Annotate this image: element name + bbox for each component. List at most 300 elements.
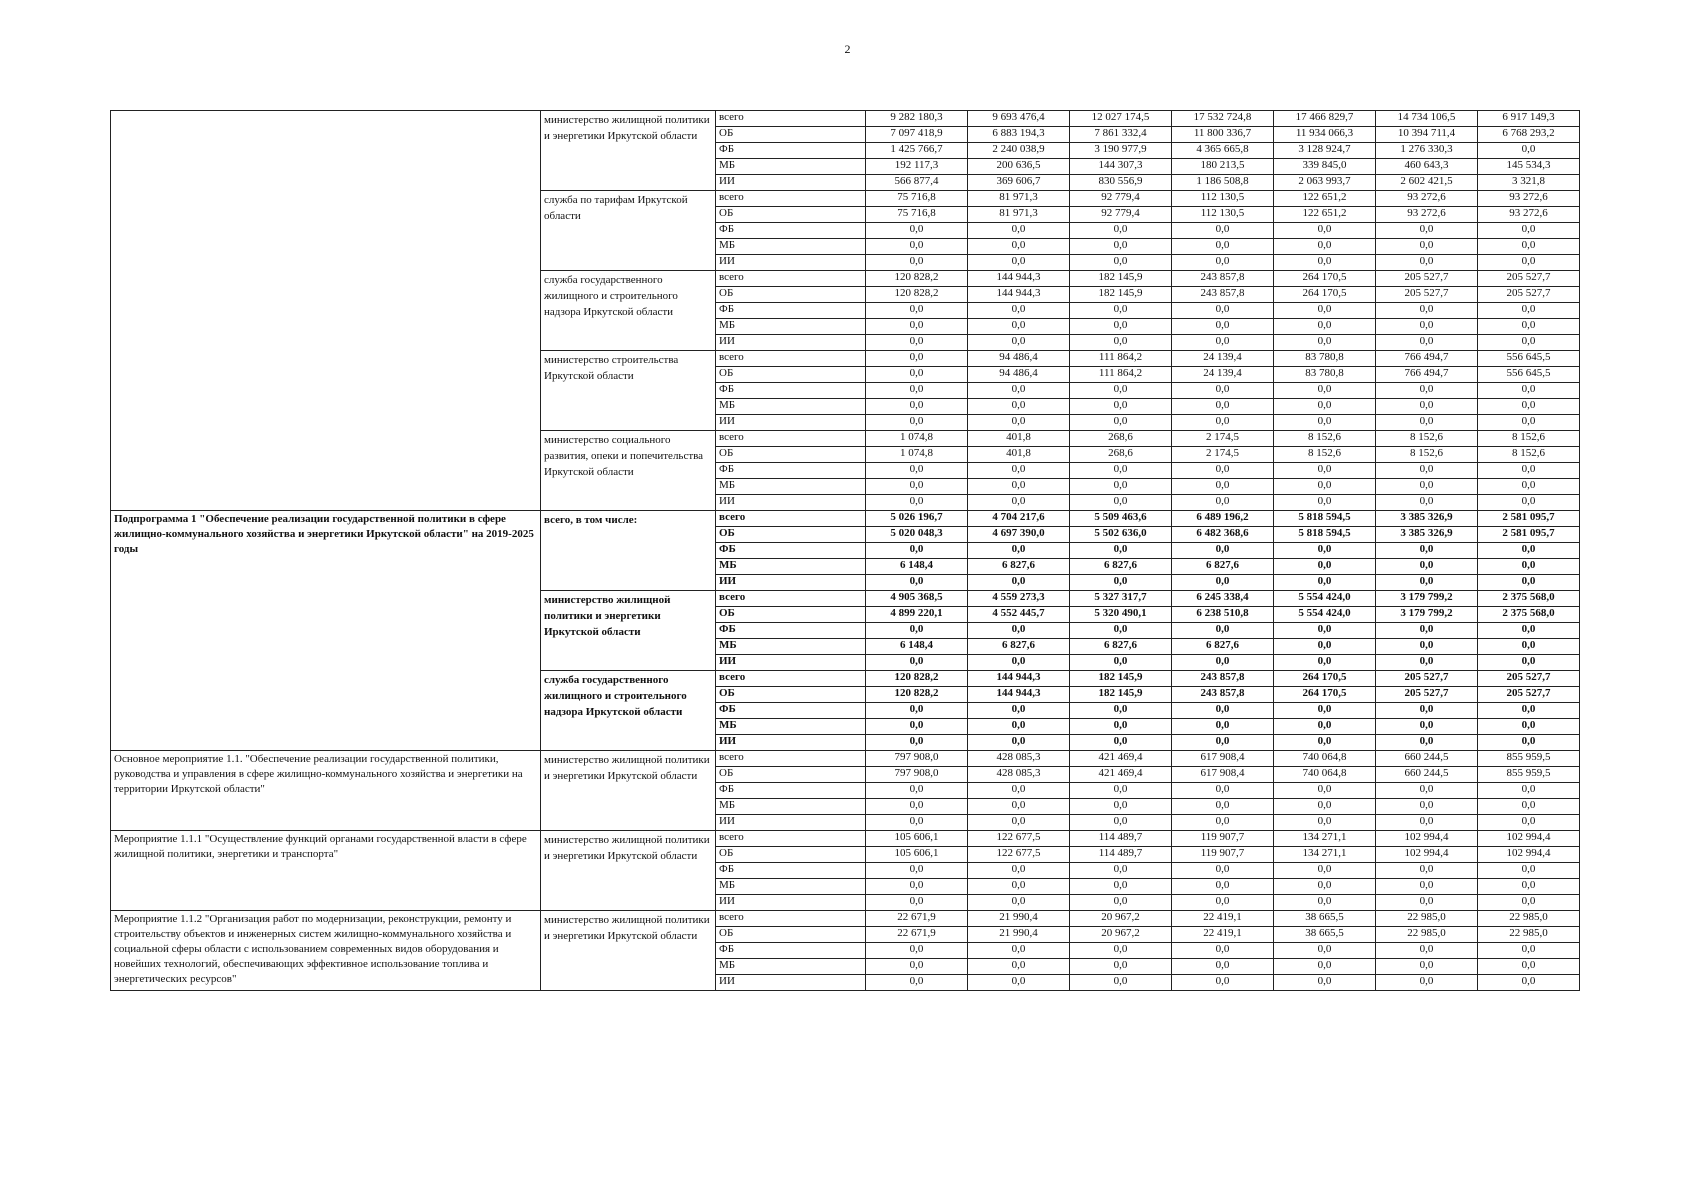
amount-cell: 617 908,4	[1172, 751, 1274, 767]
amount-cell: 0,0	[1172, 703, 1274, 719]
amount-cell: 120 828,2	[866, 671, 968, 687]
amount-cell: 2 063 993,7	[1274, 175, 1376, 191]
amount-cell: 0,0	[1172, 543, 1274, 559]
amount-cell: 8 152,6	[1478, 431, 1580, 447]
funding-source-cell: МБ	[716, 399, 866, 415]
funding-source-cell: всего	[716, 271, 866, 287]
amount-cell: 0,0	[1376, 799, 1478, 815]
amount-cell: 740 064,8	[1274, 751, 1376, 767]
amount-cell: 10 394 711,4	[1376, 127, 1478, 143]
funding-source-cell: ИИ	[716, 495, 866, 511]
amount-cell: 5 327 317,7	[1070, 591, 1172, 607]
amount-cell: 0,0	[1376, 719, 1478, 735]
amount-cell: 0,0	[968, 943, 1070, 959]
amount-cell: 0,0	[1274, 959, 1376, 975]
amount-cell: 0,0	[1478, 703, 1580, 719]
amount-cell: 205 527,7	[1376, 287, 1478, 303]
amount-cell: 0,0	[1478, 719, 1580, 735]
amount-cell: 119 907,7	[1172, 847, 1274, 863]
amount-cell: 0,0	[968, 719, 1070, 735]
executor-cell: министерство жилищной политики и энергетики Иркутской области	[541, 911, 716, 991]
amount-cell: 0,0	[1478, 415, 1580, 431]
amount-cell: 83 780,8	[1274, 351, 1376, 367]
amount-cell: 0,0	[1376, 623, 1478, 639]
amount-cell: 766 494,7	[1376, 367, 1478, 383]
amount-cell: 264 170,5	[1274, 287, 1376, 303]
amount-cell: 0,0	[1478, 783, 1580, 799]
amount-cell: 205 527,7	[1376, 671, 1478, 687]
amount-cell: 0,0	[968, 495, 1070, 511]
funding-source-cell: ОБ	[716, 367, 866, 383]
executor-cell: всего, в том числе:	[541, 511, 716, 591]
amount-cell: 4 697 390,0	[968, 527, 1070, 543]
amount-cell: 0,0	[866, 479, 968, 495]
amount-cell: 0,0	[1172, 799, 1274, 815]
amount-cell: 2 581 095,7	[1478, 527, 1580, 543]
funding-source-cell: всего	[716, 431, 866, 447]
amount-cell: 0,0	[1172, 895, 1274, 911]
amount-cell: 268,6	[1070, 447, 1172, 463]
executor-cell: служба по тарифам Иркутской области	[541, 191, 716, 271]
amount-cell: 7 097 418,9	[866, 127, 968, 143]
funding-source-cell: ИИ	[716, 175, 866, 191]
amount-cell: 556 645,5	[1478, 367, 1580, 383]
funding-source-cell: ИИ	[716, 655, 866, 671]
amount-cell: 5 020 048,3	[866, 527, 968, 543]
amount-cell: 0,0	[1070, 335, 1172, 351]
amount-cell: 0,0	[1376, 415, 1478, 431]
amount-cell: 22 985,0	[1376, 911, 1478, 927]
amount-cell: 0,0	[1274, 495, 1376, 511]
funding-source-cell: ОБ	[716, 607, 866, 623]
amount-cell: 4 905 368,5	[866, 591, 968, 607]
amount-cell: 0,0	[1274, 655, 1376, 671]
amount-cell: 0,0	[1478, 143, 1580, 159]
amount-cell: 8 152,6	[1376, 431, 1478, 447]
amount-cell: 0,0	[1478, 223, 1580, 239]
program-name-cell: Мероприятие 1.1.2 "Организация работ по модернизации, реконструкции, ремонту и строительству объектов и инженерных систем жилищно-коммунального хозяйства и социальной сферы области с использованием современных видов оборудования и новейших технологий, обеспечивающих эффективное использование топлива и энергетических ресурсов"	[111, 911, 541, 991]
amount-cell: 144 944,3	[968, 271, 1070, 287]
amount-cell: 264 170,5	[1274, 271, 1376, 287]
amount-cell: 0,0	[1478, 975, 1580, 991]
amount-cell: 0,0	[1376, 303, 1478, 319]
amount-cell: 0,0	[1478, 943, 1580, 959]
funding-source-cell: ИИ	[716, 415, 866, 431]
amount-cell: 0,0	[968, 879, 1070, 895]
amount-cell: 105 606,1	[866, 831, 968, 847]
funding-source-cell: всего	[716, 831, 866, 847]
amount-cell: 92 779,4	[1070, 207, 1172, 223]
amount-cell: 205 527,7	[1478, 271, 1580, 287]
amount-cell: 2 375 568,0	[1478, 591, 1580, 607]
table-row	[111, 831, 1580, 847]
amount-cell: 0,0	[1070, 479, 1172, 495]
amount-cell: 6 489 196,2	[1172, 511, 1274, 527]
amount-cell: 2 602 421,5	[1376, 175, 1478, 191]
amount-cell: 0,0	[1172, 735, 1274, 751]
page-number: 2	[844, 42, 851, 56]
amount-cell: 200 636,5	[968, 159, 1070, 175]
amount-cell: 0,0	[1274, 303, 1376, 319]
amount-cell: 6 827,6	[1070, 559, 1172, 575]
amount-cell: 0,0	[1172, 655, 1274, 671]
amount-cell: 0,0	[866, 815, 968, 831]
amount-cell: 0,0	[1274, 623, 1376, 639]
amount-cell: 24 139,4	[1172, 351, 1274, 367]
amount-cell: 134 271,1	[1274, 847, 1376, 863]
executor-cell: министерство жилищной политики и энергетики Иркутской области	[541, 591, 716, 671]
amount-cell: 0,0	[1172, 783, 1274, 799]
amount-cell: 0,0	[1172, 463, 1274, 479]
amount-cell: 0,0	[1478, 879, 1580, 895]
amount-cell: 75 716,8	[866, 191, 968, 207]
amount-cell: 0,0	[968, 223, 1070, 239]
amount-cell: 8 152,6	[1274, 447, 1376, 463]
amount-cell: 401,8	[968, 447, 1070, 463]
amount-cell: 2 581 095,7	[1478, 511, 1580, 527]
amount-cell: 122 677,5	[968, 831, 1070, 847]
amount-cell: 243 857,8	[1172, 687, 1274, 703]
amount-cell: 0,0	[1478, 239, 1580, 255]
amount-cell: 0,0	[1070, 735, 1172, 751]
amount-cell: 0,0	[1376, 703, 1478, 719]
funding-source-cell: МБ	[716, 479, 866, 495]
amount-cell: 93 272,6	[1478, 191, 1580, 207]
amount-cell: 114 489,7	[1070, 831, 1172, 847]
executor-cell: министерство социального развития, опеки и попечительства Иркутской области	[541, 431, 716, 511]
amount-cell: 144 307,3	[1070, 159, 1172, 175]
amount-cell: 0,0	[1070, 319, 1172, 335]
amount-cell: 112 130,5	[1172, 207, 1274, 223]
amount-cell: 0,0	[1172, 319, 1274, 335]
amount-cell: 0,0	[866, 239, 968, 255]
amount-cell: 0,0	[1274, 543, 1376, 559]
amount-cell: 6 482 368,6	[1172, 527, 1274, 543]
amount-cell: 5 320 490,1	[1070, 607, 1172, 623]
amount-cell: 2 375 568,0	[1478, 607, 1580, 623]
amount-cell: 20 967,2	[1070, 911, 1172, 927]
amount-cell: 0,0	[1070, 959, 1172, 975]
funding-source-cell: ОБ	[716, 527, 866, 543]
amount-cell: 0,0	[1274, 399, 1376, 415]
amount-cell: 6 827,6	[1172, 559, 1274, 575]
amount-cell: 0,0	[866, 367, 968, 383]
amount-cell: 22 985,0	[1376, 927, 1478, 943]
amount-cell: 0,0	[1070, 399, 1172, 415]
amount-cell: 8 152,6	[1376, 447, 1478, 463]
amount-cell: 5 818 594,5	[1274, 527, 1376, 543]
amount-cell: 6 827,6	[1172, 639, 1274, 655]
amount-cell: 0,0	[1274, 639, 1376, 655]
amount-cell: 205 527,7	[1478, 287, 1580, 303]
amount-cell: 0,0	[968, 863, 1070, 879]
program-name-cell: Подпрограмма 1 "Обеспечение реализации государственной политики в сфере жилищно-коммунального хозяйства и энергетики Иркутской области" на 2019-2025 годы	[111, 511, 541, 751]
amount-cell: 6 148,4	[866, 559, 968, 575]
funding-source-cell: ОБ	[716, 687, 866, 703]
amount-cell: 460 643,3	[1376, 159, 1478, 175]
funding-source-cell: ИИ	[716, 255, 866, 271]
amount-cell: 5 818 594,5	[1274, 511, 1376, 527]
table-row	[111, 111, 1580, 127]
table-row	[111, 511, 1580, 527]
amount-cell: 0,0	[866, 223, 968, 239]
amount-cell: 0,0	[1070, 879, 1172, 895]
amount-cell: 0,0	[1274, 879, 1376, 895]
amount-cell: 0,0	[1070, 255, 1172, 271]
amount-cell: 92 779,4	[1070, 191, 1172, 207]
funding-source-cell: МБ	[716, 799, 866, 815]
program-name-cell	[111, 111, 541, 511]
amount-cell: 6 768 293,2	[1478, 127, 1580, 143]
amount-cell: 264 170,5	[1274, 687, 1376, 703]
amount-cell: 105 606,1	[866, 847, 968, 863]
amount-cell: 0,0	[1070, 863, 1172, 879]
amount-cell: 0,0	[1172, 255, 1274, 271]
amount-cell: 12 027 174,5	[1070, 111, 1172, 127]
amount-cell: 2 174,5	[1172, 431, 1274, 447]
funding-source-cell: МБ	[716, 159, 866, 175]
amount-cell: 17 466 829,7	[1274, 111, 1376, 127]
funding-source-cell: МБ	[716, 879, 866, 895]
funding-source-cell: ОБ	[716, 207, 866, 223]
amount-cell: 0,0	[968, 975, 1070, 991]
amount-cell: 0,0	[968, 399, 1070, 415]
amount-cell: 0,0	[866, 255, 968, 271]
amount-cell: 0,0	[866, 799, 968, 815]
amount-cell: 1 074,8	[866, 447, 968, 463]
amount-cell: 0,0	[1478, 479, 1580, 495]
amount-cell: 0,0	[1274, 559, 1376, 575]
amount-cell: 0,0	[1172, 495, 1274, 511]
amount-cell: 6 883 194,3	[968, 127, 1070, 143]
amount-cell: 0,0	[1070, 655, 1172, 671]
amount-cell: 0,0	[1376, 335, 1478, 351]
amount-cell: 0,0	[1172, 719, 1274, 735]
amount-cell: 9 693 476,4	[968, 111, 1070, 127]
amount-cell: 0,0	[1376, 975, 1478, 991]
amount-cell: 22 985,0	[1478, 911, 1580, 927]
amount-cell: 22 985,0	[1478, 927, 1580, 943]
amount-cell: 83 780,8	[1274, 367, 1376, 383]
amount-cell: 0,0	[1172, 335, 1274, 351]
funding-source-cell: ИИ	[716, 575, 866, 591]
amount-cell: 81 971,3	[968, 207, 1070, 223]
amount-cell: 182 145,9	[1070, 287, 1172, 303]
amount-cell: 6 238 510,8	[1172, 607, 1274, 623]
amount-cell: 0,0	[1274, 335, 1376, 351]
amount-cell: 0,0	[1274, 415, 1376, 431]
funding-source-cell: ИИ	[716, 735, 866, 751]
amount-cell: 0,0	[1376, 239, 1478, 255]
amount-cell: 11 800 336,7	[1172, 127, 1274, 143]
amount-cell: 5 554 424,0	[1274, 591, 1376, 607]
amount-cell: 122 651,2	[1274, 191, 1376, 207]
amount-cell: 0,0	[1376, 895, 1478, 911]
amount-cell: 0,0	[968, 959, 1070, 975]
amount-cell: 0,0	[1274, 975, 1376, 991]
amount-cell: 0,0	[1274, 703, 1376, 719]
amount-cell: 0,0	[1376, 495, 1478, 511]
amount-cell: 0,0	[1274, 943, 1376, 959]
amount-cell: 0,0	[1172, 239, 1274, 255]
amount-cell: 0,0	[866, 863, 968, 879]
amount-cell: 1 425 766,7	[866, 143, 968, 159]
funding-source-cell: ОБ	[716, 767, 866, 783]
amount-cell: 9 282 180,3	[866, 111, 968, 127]
amount-cell: 120 828,2	[866, 287, 968, 303]
amount-cell: 0,0	[1478, 335, 1580, 351]
amount-cell: 192 117,3	[866, 159, 968, 175]
amount-cell: 0,0	[1274, 719, 1376, 735]
amount-cell: 0,0	[1376, 815, 1478, 831]
amount-cell: 0,0	[1376, 959, 1478, 975]
budget-table-body	[111, 111, 1580, 991]
amount-cell: 144 944,3	[968, 671, 1070, 687]
amount-cell: 20 967,2	[1070, 927, 1172, 943]
amount-cell: 0,0	[1172, 815, 1274, 831]
budget-table	[110, 110, 1580, 991]
amount-cell: 0,0	[1070, 975, 1172, 991]
funding-source-cell: всего	[716, 751, 866, 767]
amount-cell: 0,0	[1376, 479, 1478, 495]
amount-cell: 0,0	[1070, 943, 1172, 959]
amount-cell: 428 085,3	[968, 751, 1070, 767]
funding-source-cell: ФБ	[716, 863, 866, 879]
amount-cell: 0,0	[1274, 239, 1376, 255]
amount-cell: 401,8	[968, 431, 1070, 447]
amount-cell: 0,0	[1478, 895, 1580, 911]
amount-cell: 144 944,3	[968, 287, 1070, 303]
amount-cell: 4 899 220,1	[866, 607, 968, 623]
amount-cell: 17 532 724,8	[1172, 111, 1274, 127]
funding-source-cell: МБ	[716, 239, 866, 255]
amount-cell: 0,0	[1172, 943, 1274, 959]
amount-cell: 0,0	[1274, 383, 1376, 399]
funding-source-cell: ИИ	[716, 975, 866, 991]
amount-cell: 0,0	[866, 895, 968, 911]
amount-cell: 0,0	[866, 351, 968, 367]
amount-cell: 6 245 338,4	[1172, 591, 1274, 607]
amount-cell: 14 734 106,5	[1376, 111, 1478, 127]
amount-cell: 0,0	[866, 879, 968, 895]
amount-cell: 114 489,7	[1070, 847, 1172, 863]
amount-cell: 182 145,9	[1070, 671, 1172, 687]
amount-cell: 0,0	[1478, 575, 1580, 591]
amount-cell: 0,0	[1376, 655, 1478, 671]
amount-cell: 93 272,6	[1376, 207, 1478, 223]
amount-cell: 0,0	[968, 799, 1070, 815]
amount-cell: 4 552 445,7	[968, 607, 1070, 623]
amount-cell: 740 064,8	[1274, 767, 1376, 783]
amount-cell: 205 527,7	[1376, 687, 1478, 703]
amount-cell: 855 959,5	[1478, 767, 1580, 783]
amount-cell: 0,0	[866, 959, 968, 975]
amount-cell: 0,0	[968, 735, 1070, 751]
amount-cell: 0,0	[968, 815, 1070, 831]
funding-source-cell: МБ	[716, 639, 866, 655]
amount-cell: 93 272,6	[1376, 191, 1478, 207]
amount-cell: 0,0	[1274, 479, 1376, 495]
amount-cell: 2 240 038,9	[968, 143, 1070, 159]
amount-cell: 369 606,7	[968, 175, 1070, 191]
amount-cell: 0,0	[1070, 783, 1172, 799]
amount-cell: 8 152,6	[1274, 431, 1376, 447]
amount-cell: 0,0	[1376, 399, 1478, 415]
amount-cell: 0,0	[968, 623, 1070, 639]
amount-cell: 0,0	[1376, 879, 1478, 895]
amount-cell: 0,0	[1478, 799, 1580, 815]
amount-cell: 0,0	[1376, 255, 1478, 271]
amount-cell: 75 716,8	[866, 207, 968, 223]
amount-cell: 5 502 636,0	[1070, 527, 1172, 543]
amount-cell: 3 128 924,7	[1274, 143, 1376, 159]
executor-cell: министерство жилищной политики и энергетики Иркутской области	[541, 831, 716, 911]
amount-cell: 0,0	[1070, 463, 1172, 479]
amount-cell: 3 321,8	[1478, 175, 1580, 191]
amount-cell: 0,0	[1070, 799, 1172, 815]
amount-cell: 205 527,7	[1376, 271, 1478, 287]
amount-cell: 4 559 273,3	[968, 591, 1070, 607]
amount-cell: 0,0	[968, 239, 1070, 255]
amount-cell: 0,0	[1376, 943, 1478, 959]
amount-cell: 0,0	[1376, 223, 1478, 239]
funding-source-cell: ФБ	[716, 703, 866, 719]
amount-cell: 0,0	[866, 623, 968, 639]
amount-cell: 660 244,5	[1376, 751, 1478, 767]
amount-cell: 0,0	[1070, 895, 1172, 911]
amount-cell: 0,0	[1274, 319, 1376, 335]
amount-cell: 797 908,0	[866, 751, 968, 767]
amount-cell: 0,0	[1070, 383, 1172, 399]
amount-cell: 830 556,9	[1070, 175, 1172, 191]
amount-cell: 0,0	[1172, 399, 1274, 415]
funding-source-cell: всего	[716, 191, 866, 207]
amount-cell: 112 130,5	[1172, 191, 1274, 207]
funding-source-cell: МБ	[716, 959, 866, 975]
amount-cell: 0,0	[866, 399, 968, 415]
amount-cell: 38 665,5	[1274, 911, 1376, 927]
amount-cell: 0,0	[1376, 575, 1478, 591]
amount-cell: 7 861 332,4	[1070, 127, 1172, 143]
amount-cell: 6 827,6	[1070, 639, 1172, 655]
funding-source-cell: ОБ	[716, 287, 866, 303]
amount-cell: 0,0	[1070, 223, 1172, 239]
amount-cell: 0,0	[1478, 655, 1580, 671]
amount-cell: 0,0	[968, 895, 1070, 911]
amount-cell: 0,0	[1376, 735, 1478, 751]
funding-source-cell: ИИ	[716, 895, 866, 911]
amount-cell: 0,0	[1070, 415, 1172, 431]
funding-source-cell: ФБ	[716, 223, 866, 239]
executor-cell: служба государственного жилищного и строительного надзора Иркутской области	[541, 271, 716, 351]
amount-cell: 0,0	[1376, 783, 1478, 799]
amount-cell: 0,0	[1274, 799, 1376, 815]
amount-cell: 134 271,1	[1274, 831, 1376, 847]
amount-cell: 0,0	[1478, 623, 1580, 639]
amount-cell: 22 671,9	[866, 911, 968, 927]
amount-cell: 428 085,3	[968, 767, 1070, 783]
amount-cell: 0,0	[1478, 959, 1580, 975]
amount-cell: 0,0	[1478, 735, 1580, 751]
amount-cell: 111 864,2	[1070, 351, 1172, 367]
amount-cell: 2 174,5	[1172, 447, 1274, 463]
executor-cell: министерство жилищной политики и энергетики Иркутской области	[541, 751, 716, 831]
funding-source-cell: ОБ	[716, 847, 866, 863]
amount-cell: 1 186 508,8	[1172, 175, 1274, 191]
amount-cell: 0,0	[1172, 959, 1274, 975]
amount-cell: 0,0	[1070, 303, 1172, 319]
funding-source-cell: всего	[716, 911, 866, 927]
